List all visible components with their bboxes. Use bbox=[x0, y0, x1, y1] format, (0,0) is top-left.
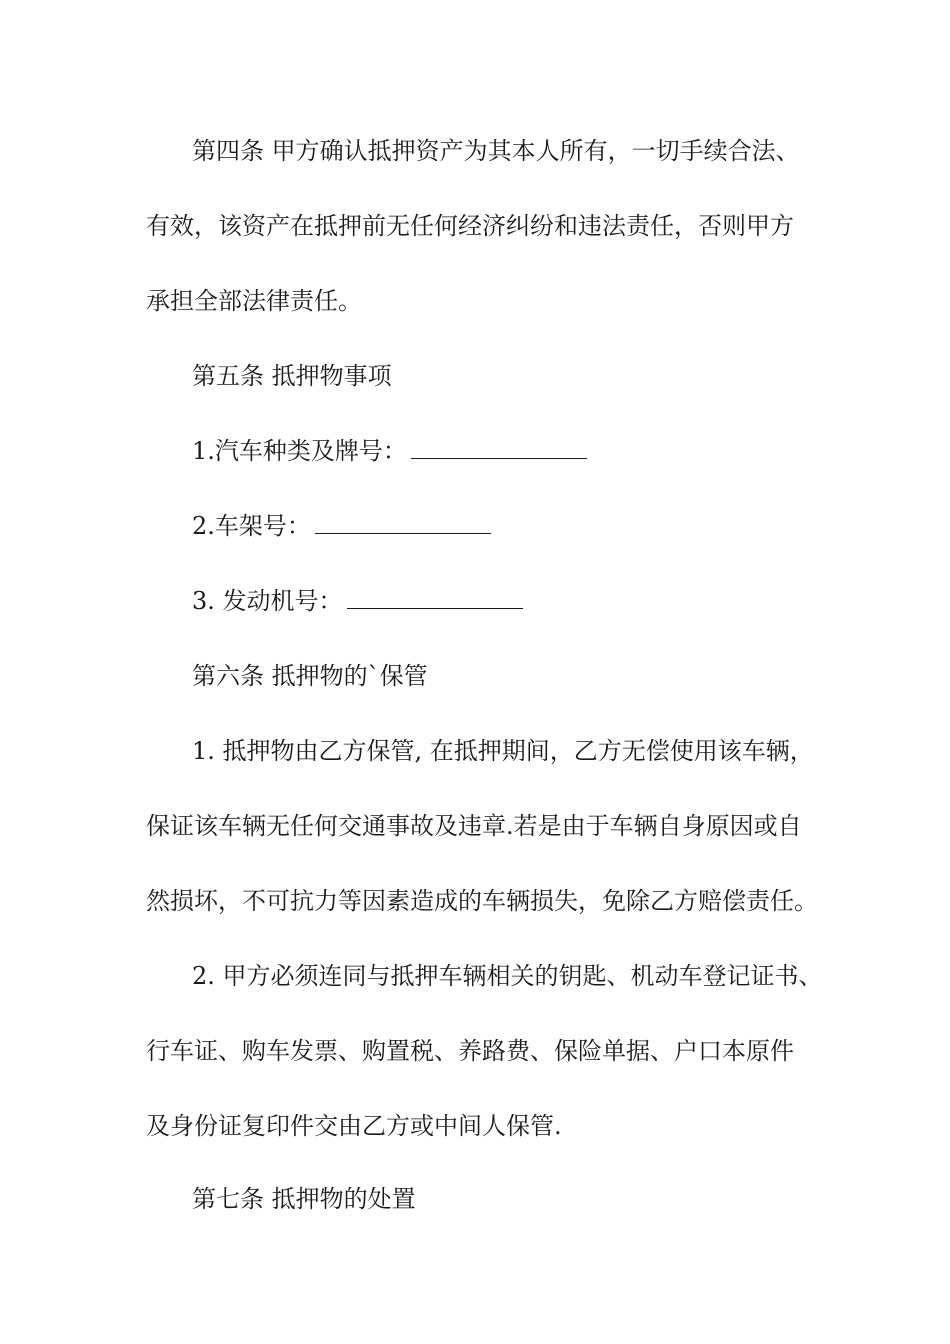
article-6-para-1-line-1: 1. 抵押物由乙方保管, 在抵押期间，乙方无偿使用该车辆， bbox=[192, 737, 814, 765]
item-1-label: 1.汽车种类及牌号： bbox=[192, 437, 407, 465]
article-4-line-2: 有效，该资产在抵押前无任何经济纠纷和违法责任，否则甲方 bbox=[146, 212, 794, 240]
article-5-heading: 第五条 抵押物事项 bbox=[192, 362, 392, 390]
item-3-blank-line bbox=[347, 590, 523, 609]
article-6-para-1-line-3: 然损坏，不可抗力等因素造成的车辆损失，免除乙方赔偿责任。 bbox=[146, 887, 818, 915]
article-5-item-2 bbox=[192, 511, 491, 541]
article-6-heading: 第六条 抵押物的`保管 bbox=[192, 662, 428, 690]
article-6-para-2-line-3: 及身份证复印件交由乙方或中间人保管. bbox=[146, 1112, 562, 1140]
article-7-heading: 第七条 抵押物的处置 bbox=[192, 1185, 416, 1213]
article-5-item-1 bbox=[192, 436, 587, 466]
article-6-para-2-line-2: 行车证、购车发票、购置税、养路费、保险单据、户口本原件 bbox=[146, 1037, 794, 1065]
article-5-item-3 bbox=[192, 586, 523, 616]
article-6-para-1-line-2: 保证该车辆无任何交通事故及违章.若是由于车辆自身原因或自 bbox=[146, 812, 802, 840]
item-2-label: 2.车架号： bbox=[192, 512, 311, 540]
item-3-label: 3. 发动机号： bbox=[192, 587, 343, 615]
article-4-line-1: 第四条 甲方确认抵押资产为其本人所有，一切手续合法、 bbox=[192, 137, 800, 165]
article-4-line-3: 承担全部法律责任。 bbox=[146, 287, 362, 315]
item-1-blank-line bbox=[411, 440, 587, 459]
item-2-blank-line bbox=[315, 515, 491, 534]
article-6-para-2-line-1: 2. 甲方必须连同与抵押车辆相关的钥匙、机动车登记证书、 bbox=[192, 962, 823, 990]
